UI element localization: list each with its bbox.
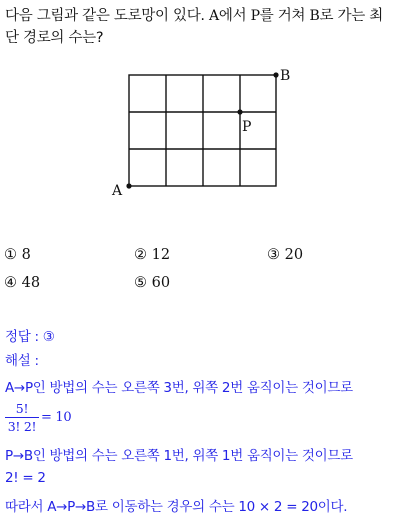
explanation-line-5: 따라서 A→P→B로 이동하는 경우의 수는 10 × 2 = 20이다. xyxy=(5,499,348,515)
choice-1[interactable]: ① 8 xyxy=(4,247,31,263)
point-p-dot xyxy=(237,109,242,114)
question-part-1: 다음 그림과 같은 도로망이 있다. xyxy=(5,8,210,24)
point-b-ref: B xyxy=(309,8,320,24)
grid-lines xyxy=(129,75,276,186)
question-part-2: 에서 xyxy=(218,8,251,24)
question-part-3: 를 거쳐 xyxy=(259,8,310,24)
point-a-ref: A xyxy=(209,8,219,24)
answer-line: 정답 : ③ xyxy=(5,329,55,345)
choice-4[interactable]: ④ 48 xyxy=(4,275,41,291)
label-b: B xyxy=(280,68,291,84)
explanation-label: 해설 : xyxy=(5,353,39,369)
point-b-dot xyxy=(273,72,278,77)
fraction-row xyxy=(5,401,105,437)
point-a-dot xyxy=(126,183,131,188)
road-network-figure xyxy=(0,0,400,240)
point-p-ref: P xyxy=(250,8,260,24)
label-a: A xyxy=(112,183,123,199)
explanation-line-3: P→B인 방법의 수는 오른쪽 1번, 위쪽 1번 움직이는 것이므로 xyxy=(5,448,353,464)
choice-2[interactable]: ② 12 xyxy=(134,247,171,263)
question-part-4: 로 가는 최 xyxy=(319,8,383,24)
question-line-2: 단 경로의 수는? xyxy=(5,30,104,46)
fraction-numerator: 5! xyxy=(15,401,29,416)
explanation-line-4: 2! = 2 xyxy=(5,470,46,486)
fraction-denominator: 3! 2! xyxy=(7,419,37,434)
fraction-result: = 10 xyxy=(41,410,72,425)
choice-5[interactable]: ⑤ 60 xyxy=(134,275,171,291)
choice-3[interactable]: ③ 20 xyxy=(267,247,304,263)
label-p: P xyxy=(242,119,252,135)
fraction-bar xyxy=(5,417,39,418)
fraction xyxy=(5,401,39,434)
explanation-line-1: A→P인 방법의 수는 오른쪽 3번, 위쪽 2번 움직이는 것이므로 xyxy=(5,380,353,396)
